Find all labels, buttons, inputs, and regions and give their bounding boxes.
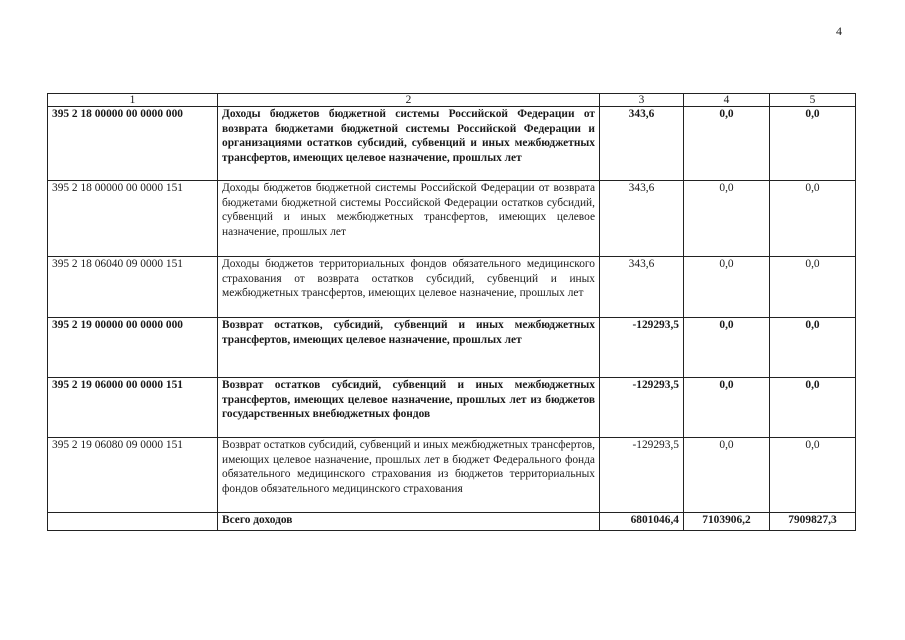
total-amount-col5: 7909827,3 bbox=[770, 513, 856, 531]
description-cell: Доходы бюджетов бюджетной системы Российской Федерации от возврата бюджетами бюджетной системы Российской Федерации и организациями остатков субсидий, субвенций и иных межбюджетных трансфертов, имеющих целевое назначение, прошлых лет bbox=[218, 107, 600, 181]
header-cell: 2 bbox=[218, 94, 600, 107]
budget-revenue-table bbox=[47, 93, 856, 531]
budget-code-cell: 395 2 18 06040 09 0000 151 bbox=[48, 257, 218, 318]
description-cell: Возврат остатков, субсидий, субвенций и иных межбюджетных трансфертов, имеющих целевое назначение, прошлых лет bbox=[218, 318, 600, 378]
table-row bbox=[48, 438, 856, 513]
header-cell: 3 bbox=[600, 94, 684, 107]
budget-code-cell: 395 2 19 06000 00 0000 151 bbox=[48, 378, 218, 438]
amount-cell-col4: 0,0 bbox=[684, 107, 770, 181]
amount-cell-col3: -129293,5 bbox=[600, 378, 684, 438]
amount-cell-col5: 0,0 bbox=[770, 378, 856, 438]
table-row bbox=[48, 181, 856, 257]
description-cell: Возврат остатков субсидий, субвенций и иных межбюджетных трансфертов, имеющих целевое назначение, прошлых лет из бюджетов государственных внебюджетных фондов bbox=[218, 378, 600, 438]
header-cell: 5 bbox=[770, 94, 856, 107]
amount-cell-col4: 0,0 bbox=[684, 438, 770, 513]
description-cell: Доходы бюджетов территориальных фондов обязательного медицинского страхования от возврата остатков субсидий, субвенций и иных межбюджетных трансфертов, имеющих целевое назначение, прошлых лет bbox=[218, 257, 600, 318]
total-label-cell: Всего доходов bbox=[218, 513, 600, 531]
amount-cell-col5: 0,0 bbox=[770, 181, 856, 257]
amount-cell-col5: 0,0 bbox=[770, 438, 856, 513]
description-cell: Доходы бюджетов бюджетной системы Российской Федерации от возврата бюджетами бюджетной системы Российской Федерации остатков субсидий, субвенций и иных межбюджетных трансфертов, имеющих целевое назначение, прошлых лет bbox=[218, 181, 600, 257]
table-row bbox=[48, 257, 856, 318]
amount-cell-col5: 0,0 bbox=[770, 107, 856, 181]
table-header-row bbox=[48, 94, 856, 107]
amount-cell-col3: -129293,5 bbox=[600, 318, 684, 378]
budget-code-cell: 395 2 19 00000 00 0000 000 bbox=[48, 318, 218, 378]
amount-cell-col4: 0,0 bbox=[684, 257, 770, 318]
header-cell: 4 bbox=[684, 94, 770, 107]
amount-cell-col4: 0,0 bbox=[684, 181, 770, 257]
header-cell: 1 bbox=[48, 94, 218, 107]
amount-cell-col3: 343,6 bbox=[600, 107, 684, 181]
table-row bbox=[48, 378, 856, 438]
amount-cell-col5: 0,0 bbox=[770, 257, 856, 318]
amount-cell-col4: 0,0 bbox=[684, 378, 770, 438]
table-row bbox=[48, 107, 856, 181]
amount-cell-col4: 0,0 bbox=[684, 318, 770, 378]
total-amount-col4: 7103906,2 bbox=[684, 513, 770, 531]
budget-code-cell: 395 2 18 00000 00 0000 000 bbox=[48, 107, 218, 181]
amount-cell-col3: 343,6 bbox=[600, 257, 684, 318]
amount-cell-col3: 343,6 bbox=[600, 181, 684, 257]
amount-cell-col5: 0,0 bbox=[770, 318, 856, 378]
budget-code-cell: 395 2 19 06080 09 0000 151 bbox=[48, 438, 218, 513]
budget-code-cell bbox=[48, 513, 218, 531]
total-amount-col3: 6801046,4 bbox=[600, 513, 684, 531]
table-row bbox=[48, 318, 856, 378]
description-cell: Возврат остатков субсидий, субвенций и иных межбюджетных трансфертов, имеющих целевое назначение, прошлых лет в бюджет Федерального фонда обязательного медицинского страхования из бюджетов территориальных фондов обязательного медицинского страхования bbox=[218, 438, 600, 513]
budget-code-cell: 395 2 18 00000 00 0000 151 bbox=[48, 181, 218, 257]
total-row bbox=[48, 513, 856, 531]
amount-cell-col3: -129293,5 bbox=[600, 438, 684, 513]
page-number: 4 bbox=[836, 24, 842, 38]
